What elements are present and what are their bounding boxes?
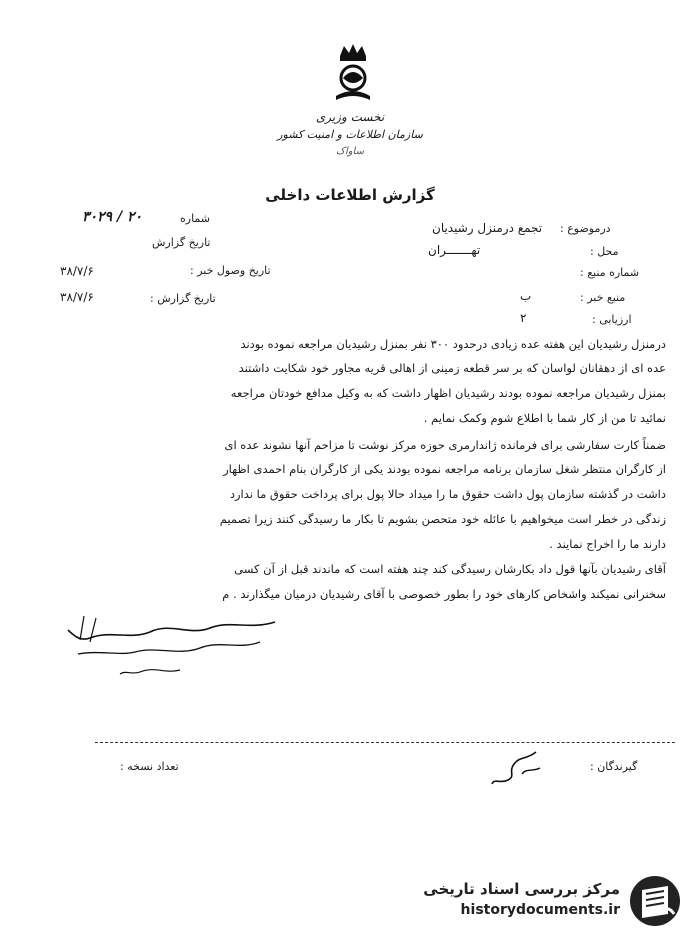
receipt-date-label: تاریخ وصول خبر : [190, 264, 271, 277]
organization-name: سازمان اطلاعات و امنیت کشور [277, 128, 423, 141]
rating-value: ۲ [520, 311, 527, 325]
number-label: شماره [180, 212, 211, 225]
handwritten-signature [60, 612, 280, 682]
report-date-label: تاریخ گزارش : [150, 292, 216, 305]
recipient-handwriting [486, 746, 546, 790]
place-value: تهـــــــران [428, 243, 481, 257]
recipients-label: گیرندگان : [590, 760, 638, 773]
archive-logo-icon [628, 874, 682, 928]
ministry-name: نخست وزیری [315, 110, 385, 124]
body-line: نمائید تا من از کار شما با اطلاع شوم وکمک نمایم . [423, 411, 666, 425]
body-line: آقای رشیدیان بآنها قول داد بکارشان رسیدگی کند چند هفته است که ماندند قبل از آن کسی [234, 562, 666, 576]
body-line: عده ای از دهقانان لواسان که بر سر قطعه زمینی از اهالی قریه مجاور خود شکایت داشتند [238, 361, 666, 375]
footer-divider [95, 742, 675, 743]
date-label: تاریخ گزارش [152, 236, 211, 249]
document-title: گزارش اطلاعات داخلی [265, 186, 435, 204]
body-line: ضمناً کارت سفارشی برای فرمانده ژاندارمری حوزه مرکز نوشت تا مزاحم آنها نشوند عده ای [224, 438, 666, 452]
body-line: از کارگران منتظر شغل سازمان برنامه مراجعه نموده بودند یکی از کارگران بنام احمدی اظهار [223, 462, 666, 476]
lion-and-sun-emblem-icon [330, 42, 376, 104]
subject-label: درموضوع : [560, 222, 611, 235]
body-line: سخنرانی نمیکند واشخاص کارهای خود را بطور خصوصی با آقای رشیدیان درمیان میگذارند . م [222, 587, 666, 601]
rating-label: ارزیابی : [592, 313, 632, 326]
copies-label: تعداد نسخه : [120, 760, 179, 773]
sub-organization-name: ساواک [336, 146, 364, 157]
subject-value: تجمع درمنزل رشیدیان [432, 221, 543, 235]
number-value: ۳۰۲۹ / ۲۰ [82, 209, 142, 225]
body-line: داشت در گذشته سازمان پول داشت حقوق ما را میداد حالا پول برای پرداخت حقوق ما ندارد [229, 487, 666, 501]
place-label: محل : [590, 245, 619, 258]
source-news-label: منبع خبر : [580, 291, 626, 304]
report-date-value: ۳۸/۷/۶ [60, 290, 94, 304]
source-news-value: ب [520, 289, 532, 303]
watermark-url: historydocuments.ir [460, 902, 620, 918]
body-line: زندگی در خطر است میخواهیم با عائله خود متحصن بشویم تا بکار ما رسیدگی کنند زیرا تصمیم [219, 512, 666, 526]
body-line: بمنزل رشیدیان مراجعه نموده بودند رشیدیان اظهار داشت که به وکیل مدافع خودتان مراجعه [230, 386, 666, 400]
receipt-date-value: ۳۸/۷/۶ [60, 264, 94, 278]
watermark-site-name: مرکز بررسی اسناد تاریخی [423, 880, 620, 898]
source-number-label: شماره منبع : [580, 266, 640, 279]
body-line: دارند ما را اخراج نمایند . [549, 537, 666, 551]
body-line: درمنزل رشیدیان این هفته عده زیادی درحدود ۳۰۰ نفر بمنزل رشیدیان مراجعه نموده بودند [240, 337, 666, 351]
